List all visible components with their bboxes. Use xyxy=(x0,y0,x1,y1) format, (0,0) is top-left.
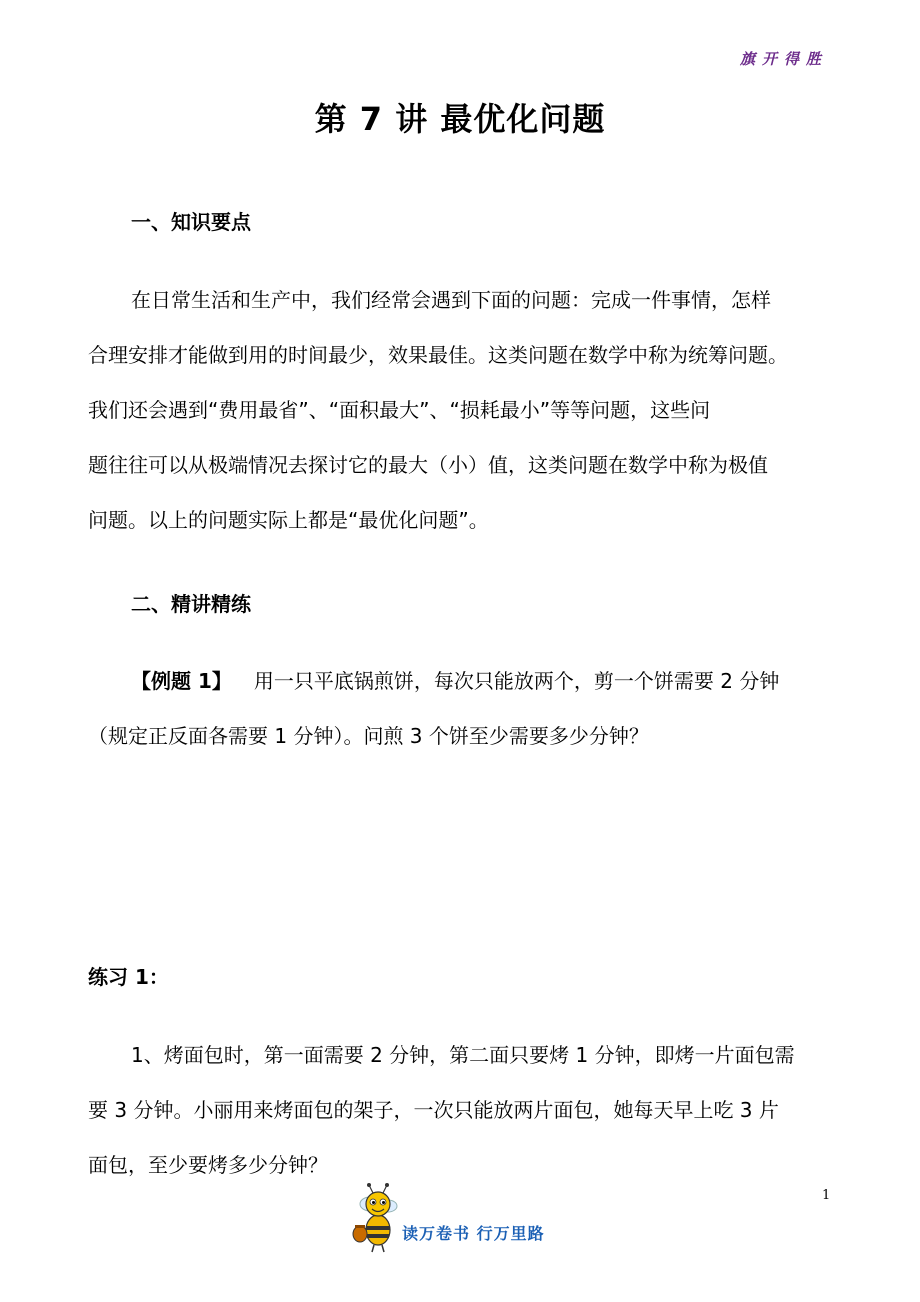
example-line xyxy=(88,654,833,709)
paragraph-line: 我们还会遇到“费用最省”、“面积最大”、“损耗最小”等等问题，这些问 xyxy=(88,398,711,422)
practice-line: 面包，至少要烤多少分钟？ xyxy=(88,1153,328,1177)
section-heading-knowledge: 一、知识要点 xyxy=(131,210,251,234)
example-line: （规定正反面各需要 1 分钟）。问煎 3 个饼至少需要多少分钟？ xyxy=(88,724,649,748)
bee-icon xyxy=(348,1182,408,1258)
footer-slogan: 读万卷书 行万里路 xyxy=(402,1224,545,1243)
page-number: 1 xyxy=(822,1188,831,1203)
knowledge-paragraph xyxy=(88,273,833,548)
practice-paragraph xyxy=(88,1028,833,1193)
section-heading-lecture: 二、精讲精练 xyxy=(131,592,251,616)
example-paragraph xyxy=(88,654,833,764)
practice-line: 要 3 分钟。小丽用来烤面包的架子，一次只能放两片面包，她每天早上吃 3 片 xyxy=(88,1098,779,1122)
page-title: 第 7 讲 最优化问题 xyxy=(314,100,606,138)
practice-heading: 练习 1： xyxy=(88,965,169,989)
practice-line: 1、烤面包时，第一面需要 2 分钟，第二面只要烤 1 分钟，即烤一片面包需 xyxy=(131,1043,795,1067)
paragraph-line: 合理安排才能做到用的时间最少，效果最佳。这类问题在数学中称为统筹问题。 xyxy=(88,343,788,367)
footer xyxy=(348,1182,545,1258)
example-tag: 【例题 1】 xyxy=(131,669,232,693)
example-text: 用一只平底锅煎饼，每次只能放两个，剪一个饼需要 2 分钟 xyxy=(253,669,780,693)
header-motto: 旗开得胜 xyxy=(740,50,829,68)
paragraph-line: 问题。以上的问题实际上都是“最优化问题”。 xyxy=(88,508,489,532)
paragraph-line: 题往往可以从极端情况去探讨它的最大（小）值，这类问题在数学中称为极值 xyxy=(88,453,768,477)
paragraph-line: 在日常生活和生产中，我们经常会遇到下面的问题：完成一件事情，怎样 xyxy=(131,288,771,312)
